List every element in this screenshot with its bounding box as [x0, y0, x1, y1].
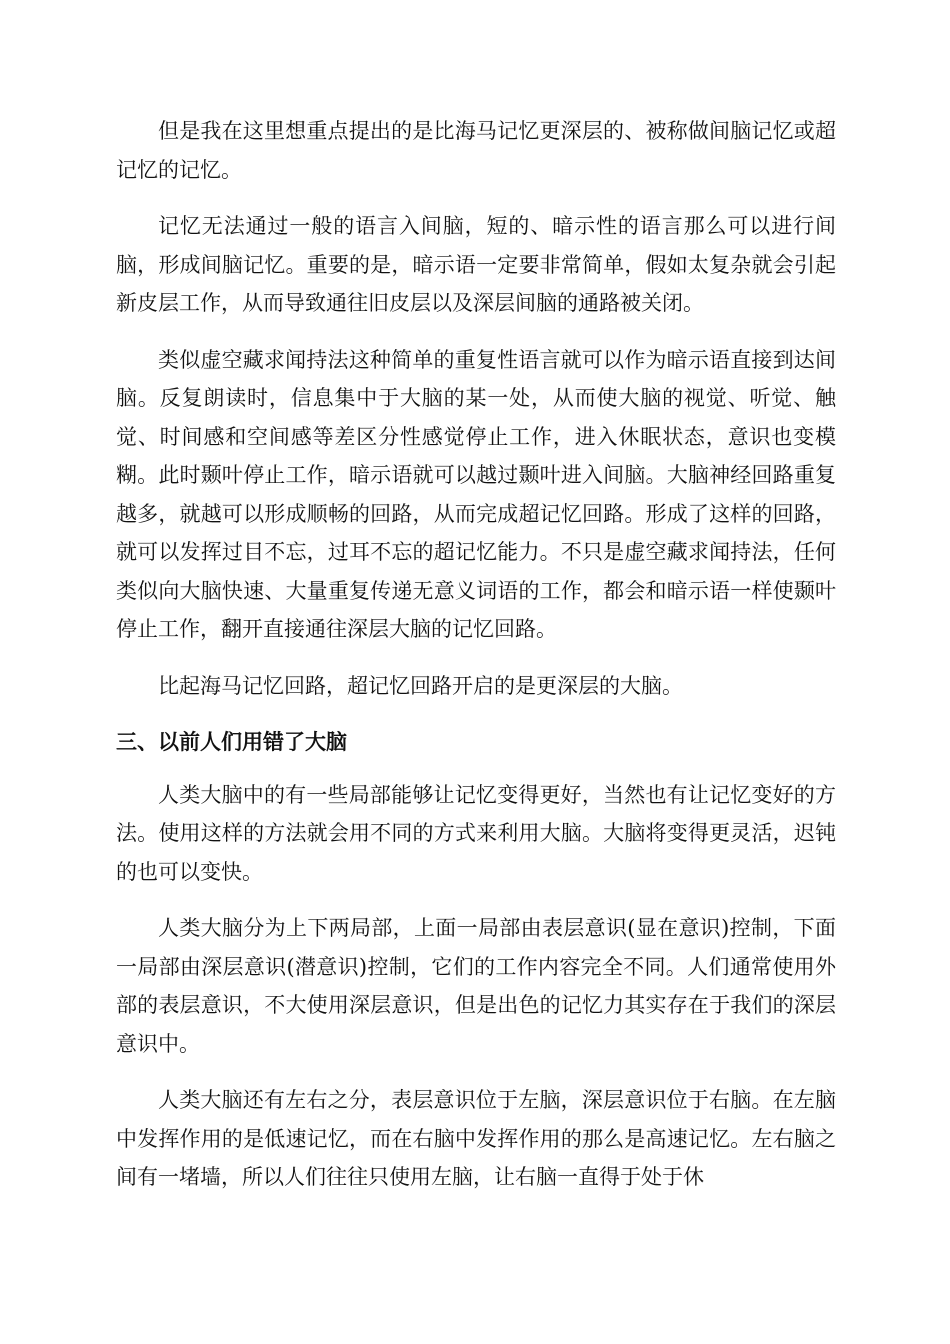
paragraph-6: 人类大脑分为上下两局部，上面一局部由表层意识(显在意识)控制，下面一局部由深层意识(潜意识)控制，它们的工作内容完全不同。人们通常使用外部的表层意识，不大使用深层意识，但是出色的记忆力其实存在于我们的深层意识中。 — [116, 916, 836, 1056]
paragraph-1: 但是我在这里想重点提出的是比海马记忆更深层的、被称做间脑记忆或超记忆的记忆。 — [116, 119, 836, 182]
paragraph-3: 类似虚空藏求闻持法这种简单的重复性语言就可以作为暗示语直接到达间脑。反复朗读时，信息集中于大脑的某一处，从而使大脑的视觉、听觉、触觉、时间感和空间感等差区分性感觉停止工作，进入休眠状态，意识也变模糊。此时颞叶停止工作，暗示语就可以越过颞叶进入间脑。大脑神经回路重复越多，就越可以形成顺畅的回路，从而完成超记忆回路。形成了这样的回路，就可以发挥过目不忘，过耳不忘的超记忆能力。不只是虚空藏求闻持法，任何类似向大脑快速、大量重复传递无意义词语的工作，都会和暗示语一样使颞叶停止工作，翻开直接通往深层大脑的记忆回路。 — [116, 347, 836, 641]
document-body — [116, 112, 836, 1215]
paragraph-7: 人类大脑还有左右之分，表层意识位于左脑，深层意识位于右脑。在左脑中发挥作用的是低速记忆，而在右脑中发挥作用的那么是高速记忆。左右脑之间有一堵墙，所以人们往往只使用左脑，让右脑一直得于处于休 — [116, 1088, 836, 1189]
paragraph-2: 记忆无法通过一般的语言入间脑，短的、暗示性的语言那么可以进行间脑，形成间脑记忆。重要的是，暗示语一定要非常简单，假如太复杂就会引起新皮层工作，从而导致通往旧皮层以及深层间脑的通路被关闭。 — [116, 214, 836, 315]
paragraph-4: 比起海马记忆回路，超记忆回路开启的是更深层的大脑。 — [158, 673, 683, 698]
paragraph-5: 人类大脑中的有一些局部能够让记忆变得更好，当然也有让记忆变好的方法。使用这样的方法就会用不同的方式来利用大脑。大脑将变得更灵活，迟钝的也可以变快。 — [116, 782, 836, 884]
section-heading: 三、以前人们用错了大脑 — [116, 730, 347, 754]
